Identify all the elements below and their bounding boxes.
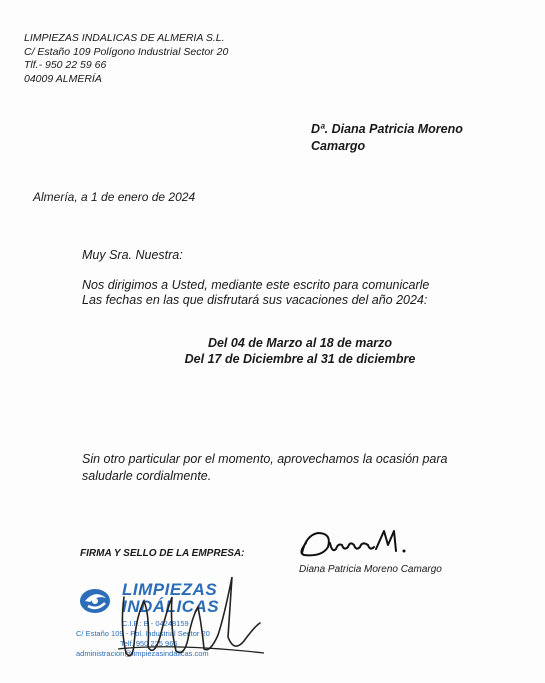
vacation-period-2: Del 17 de Diciembre al 31 de diciembre (184, 352, 416, 366)
salutation: Muy Sra. Nuestra: (82, 248, 183, 262)
company-stamp (74, 565, 269, 665)
stamp-cif: C.I.F.: B - 04248159 (122, 619, 189, 628)
sender-address: C/ Estaño 109 Polígono Industrial Sector 20 (24, 45, 229, 58)
body-line-1: Nos dirigimos a Usted, mediante este escrito para comunicarle (82, 278, 430, 292)
body-paragraph (82, 278, 502, 308)
stamp-brand-line-1: LIMPIEZAS (122, 580, 218, 599)
sender-phone: Tlf.- 950 22 59 66 (24, 59, 107, 71)
closing-paragraph (82, 451, 512, 485)
body-line-2: Las fechas en las que disfrutará sus vacaciones del año 2024: (82, 293, 428, 307)
recipient-name-line1: Dª. Diana Patricia Moreno (311, 122, 463, 136)
sender-company: LIMPIEZAS INDALICAS DE ALMERIA S.L. (24, 32, 225, 44)
vacation-dates (150, 335, 450, 367)
stamp-email: administracion@limpiezasindalicas.com (76, 649, 209, 658)
recipient-name-line2: Camargo (311, 139, 366, 153)
stamp-phone: Telf. 950 225 966 (120, 639, 178, 648)
closing-line-1: Sin otro particular por el momento, aprovechamos la ocasión para (82, 452, 448, 466)
stamp-address: C/ Estaño 109 - Pol. Industrial Sector 20 (76, 629, 210, 638)
sender-city: 04009 ALMERÍA (24, 72, 102, 85)
signer-name: Diana Patricia Moreno Camargo (299, 564, 442, 575)
vacation-period-1: Del 04 de Marzo al 18 de marzo (207, 336, 393, 350)
closing-line-2: saludarle cordialmente. (82, 469, 212, 483)
letter-date: Almería, a 1 de enero de 2024 (33, 190, 196, 204)
company-signature-icon (114, 557, 274, 665)
recipient-signature-icon (292, 525, 432, 565)
recipient-block (311, 121, 463, 155)
stamp-label: FIRMA Y SELLO DE LA EMPRESA: (80, 548, 245, 559)
stamp-brand-line-2: INDÁLICAS (122, 597, 220, 616)
sender-address-block (24, 32, 228, 86)
